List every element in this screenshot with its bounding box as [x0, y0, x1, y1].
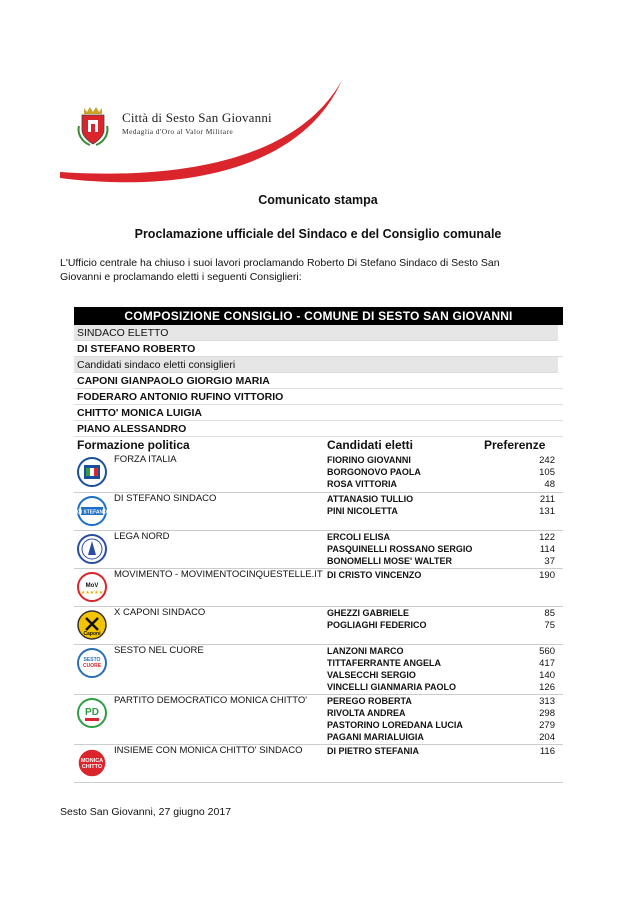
party-name: X CAPONI SINDACO	[114, 607, 206, 618]
m5s-logo-icon	[77, 572, 107, 602]
candidate-preferences: 417	[539, 658, 555, 669]
svg-text:★★★★★: ★★★★★	[80, 590, 104, 596]
pd-logo-icon	[77, 698, 107, 728]
party-row	[74, 695, 563, 745]
candidate-name: ERCOLI ELISA	[327, 532, 391, 542]
document-date: Sesto San Giovanni, 27 giugno 2017	[60, 806, 232, 818]
city-logo	[60, 60, 360, 190]
candidate-preferences: 85	[544, 608, 555, 619]
party-name: FORZA ITALIA	[114, 454, 177, 465]
mayor-candidate-row: CAPONI GIANPAOLO GIORGIO MARIA	[74, 373, 563, 389]
city-subtitle: Medaglia d'Oro al Valor Militare	[122, 127, 234, 136]
candidate-preferences: 204	[539, 732, 555, 743]
svg-text:CHITTO: CHITTO	[81, 764, 103, 770]
candidate-name: PAGANI MARIALUIGIA	[327, 732, 424, 742]
mayor-name: DI STEFANO ROBERTO	[74, 341, 563, 357]
candidate-preferences: 114	[539, 544, 555, 555]
document-subtitle: Proclamazione ufficiale del Sindaco e del Consiglio comunale	[134, 227, 502, 241]
mayor-label: SINDACO ELETTO	[74, 325, 558, 341]
candidate-preferences: 298	[539, 708, 555, 719]
lega-nord-logo-icon	[77, 534, 107, 564]
candidate-name: GHEZZI GABRIELE	[327, 608, 410, 618]
document-title: Comunicato stampa	[258, 193, 378, 207]
candidate-preferences: 313	[539, 696, 555, 707]
svg-text:MoV: MoV	[85, 583, 99, 589]
table-heading: COMPOSIZIONE CONSIGLIO - COMUNE DI SESTO SAN GIOVANNI	[74, 307, 563, 325]
forza-italia-logo-icon	[77, 457, 107, 487]
candidate-name: PINI NICOLETTA	[327, 506, 398, 516]
candidate-name: VALSECCHI SERGIO	[327, 670, 416, 680]
intro-line: Giovanni e proclamando eletti i seguenti Consiglieri:	[60, 271, 302, 283]
di-stefano-logo-icon	[77, 496, 107, 526]
svg-text:SESTO: SESTO	[83, 657, 101, 663]
candidate-preferences: 116	[539, 746, 555, 757]
candidate-preferences: 190	[539, 570, 555, 581]
candidate-name: BORGONOVO PAOLA	[327, 467, 421, 477]
sesto-nel-cuore-logo-icon	[77, 648, 107, 678]
party-row	[74, 531, 563, 569]
council-table	[74, 307, 563, 783]
intro-line: L'Ufficio centrale ha chiuso i suoi lavori proclamando Roberto Di Stefano Sindaco di Sesto San	[60, 257, 500, 269]
svg-text:PD: PD	[85, 707, 99, 718]
candidate-preferences: 131	[539, 506, 555, 517]
column-header-candidates: Candidati eletti	[327, 438, 414, 452]
candidate-preferences: 279	[539, 720, 555, 731]
party-name: INSIEME CON MONICA CHITTO' SINDACO	[114, 745, 303, 756]
candidate-name: ROSA VITTORIA	[327, 479, 398, 489]
candidate-name: DI CRISTO VINCENZO	[327, 570, 422, 580]
party-name: MOVIMENTO - MOVIMENTOCINQUESTELLE.IT	[114, 569, 323, 580]
party-name: SESTO NEL CUORE	[114, 645, 204, 656]
party-row	[74, 607, 563, 645]
city-crest-icon	[76, 104, 110, 146]
mayor-candidate-row: PIANO ALESSANDRO	[74, 421, 563, 437]
column-header-preferences: Preferenze	[484, 438, 546, 452]
svg-text:MONICA: MONICA	[80, 758, 104, 764]
candidate-name: PASTORINO LOREDANA LUCIA	[327, 720, 463, 730]
candidate-name: RIVOLTA ANDREA	[327, 708, 406, 718]
party-row	[74, 454, 563, 493]
candidate-name: PEREGO ROBERTA	[327, 696, 412, 706]
mayor-candidate-row: FODERARO ANTONIO RUFINO VITTORIO	[74, 389, 563, 405]
party-row	[74, 569, 563, 607]
candidate-preferences: 560	[539, 646, 555, 657]
candidate-name: ATTANASIO TULLIO	[327, 494, 414, 504]
svg-text:CUORE: CUORE	[82, 663, 102, 669]
column-header-list: Formazione politica	[77, 438, 190, 452]
party-row	[74, 493, 563, 531]
candidate-name: VINCELLI GIANMARIA PAOLO	[327, 682, 456, 692]
candidate-preferences: 126	[539, 682, 555, 693]
caponi-logo-icon	[77, 610, 107, 640]
candidate-name: POGLIAGHI FEDERICO	[327, 620, 427, 630]
candidates-label: Candidati sindaco eletti consiglieri	[74, 357, 558, 373]
candidate-preferences: 211	[539, 494, 555, 505]
candidate-preferences: 122	[539, 532, 555, 543]
candidate-name: LANZONI MARCO	[327, 646, 404, 656]
candidate-name: DI PIETRO STEFANIA	[327, 746, 420, 756]
party-row	[74, 645, 563, 695]
mayor-candidate-row: CHITTO' MONICA LUIGIA	[74, 405, 563, 421]
party-row	[74, 745, 563, 783]
party-name: PARTITO DEMOCRATICO MONICA CHITTO'	[114, 695, 308, 706]
candidate-name: PASQUINELLI ROSSANO SERGIO	[327, 544, 473, 554]
intro-paragraph	[60, 256, 560, 284]
party-name: LEGA NORD	[114, 531, 170, 542]
candidate-preferences: 48	[544, 479, 555, 490]
candidate-name: TITTAFERRANTE ANGELA	[327, 658, 441, 668]
svg-text:Caponi: Caponi	[83, 631, 101, 637]
party-list	[74, 454, 563, 783]
candidate-preferences: 140	[539, 670, 555, 681]
column-headers	[74, 437, 563, 454]
candidate-name: BONOMELLI MOSE' WALTER	[327, 556, 452, 566]
party-name: DI STEFANO SINDACO	[114, 493, 217, 504]
candidate-preferences: 242	[539, 455, 555, 466]
city-name: Città di Sesto San Giovanni	[122, 110, 272, 125]
insieme-logo-icon	[77, 748, 107, 778]
svg-text:DI STEFANO: DI STEFANO	[77, 509, 107, 516]
candidate-preferences: 37	[544, 556, 555, 567]
candidate-name: FIORINO GIOVANNI	[327, 455, 411, 465]
candidate-preferences: 105	[539, 467, 555, 478]
candidate-preferences: 75	[544, 620, 555, 631]
